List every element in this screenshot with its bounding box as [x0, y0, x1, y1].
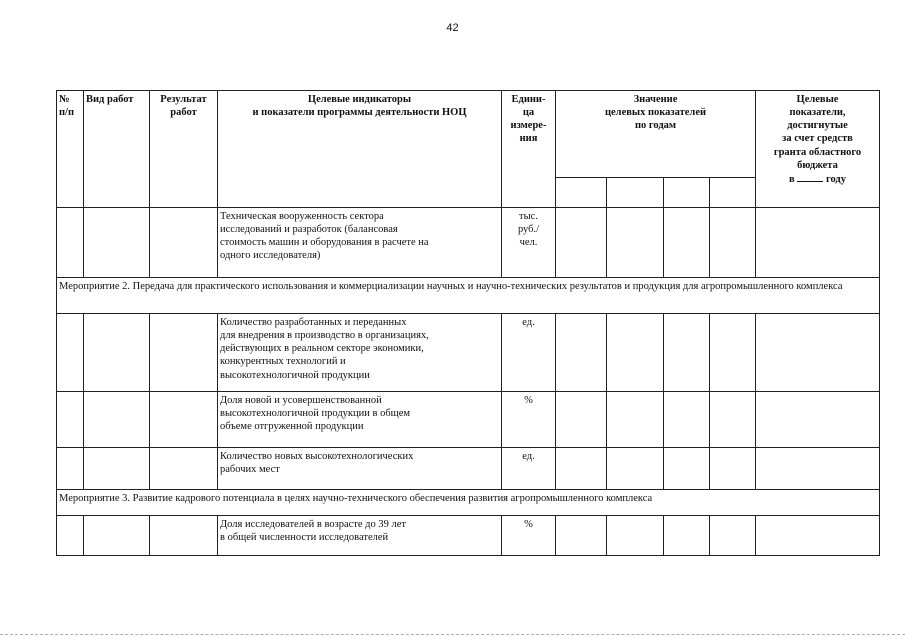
- header-row: [57, 91, 880, 178]
- header-indicators: Целевые индикаторы и показатели программы деятельности НОЦ: [218, 91, 502, 208]
- section-row: [57, 490, 880, 516]
- unit-cell: ед.: [502, 314, 556, 392]
- header-values: Значение целевых показателей по годам: [556, 91, 756, 178]
- header-work-result: Результат работ: [150, 91, 218, 208]
- table-row: [57, 314, 880, 392]
- header-achieved: Целевые показатели, достигнутые за счет средств гранта областного бюджета в году: [756, 91, 880, 208]
- header-unit: Едини- ца измере- ния: [502, 91, 556, 208]
- page-number: 42: [446, 22, 459, 34]
- section-2-title: Мероприятие 2. Передача для практического использования и коммерциализации научных и научно-технических результатов и продукция для агропромышленного комплекса: [57, 278, 880, 314]
- indicator-cell: Доля новой и усовершенствованной высокотехнологичной продукции в общем объеме отгруженной продукции: [218, 392, 502, 448]
- table-row: [57, 392, 880, 448]
- section-3-title: Мероприятие 3. Развитие кадрового потенциала в целях научно-технического обеспечения развития агропромышленного комплекса: [57, 490, 880, 516]
- table-row: [57, 448, 880, 490]
- indicator-cell: Количество разработанных и переданных для внедрения в производство в организациях, действующих в реальном секторе экономики, конкурентных технологий и высокотехнологичной продукции: [218, 314, 502, 392]
- year-cell: [710, 178, 756, 208]
- table-row: [57, 208, 880, 278]
- unit-cell: %: [502, 516, 556, 556]
- header-work-type: Вид работ: [84, 91, 150, 208]
- table-row: [57, 516, 880, 556]
- year-cell: [556, 178, 607, 208]
- unit-cell: ед.: [502, 448, 556, 490]
- scan-artifact-line: [0, 634, 905, 636]
- indicator-cell: Доля исследователей в возрасте до 39 лет в общей численности исследователей: [218, 516, 502, 556]
- indicator-cell: Техническая вооруженность сектора исследований и разработок (балансовая стоимость машин и оборудования в расчете на одного исследователя): [218, 208, 502, 278]
- indicator-cell: Количество новых высокотехнологических рабочих мест: [218, 448, 502, 490]
- section-row: [57, 278, 880, 314]
- year-cell: [664, 178, 710, 208]
- year-blank: [797, 172, 823, 182]
- indicators-table: [56, 90, 880, 556]
- unit-cell: тыс. руб./ чел.: [502, 208, 556, 278]
- unit-cell: %: [502, 392, 556, 448]
- header-num: № п/п: [57, 91, 84, 208]
- year-cell: [607, 178, 664, 208]
